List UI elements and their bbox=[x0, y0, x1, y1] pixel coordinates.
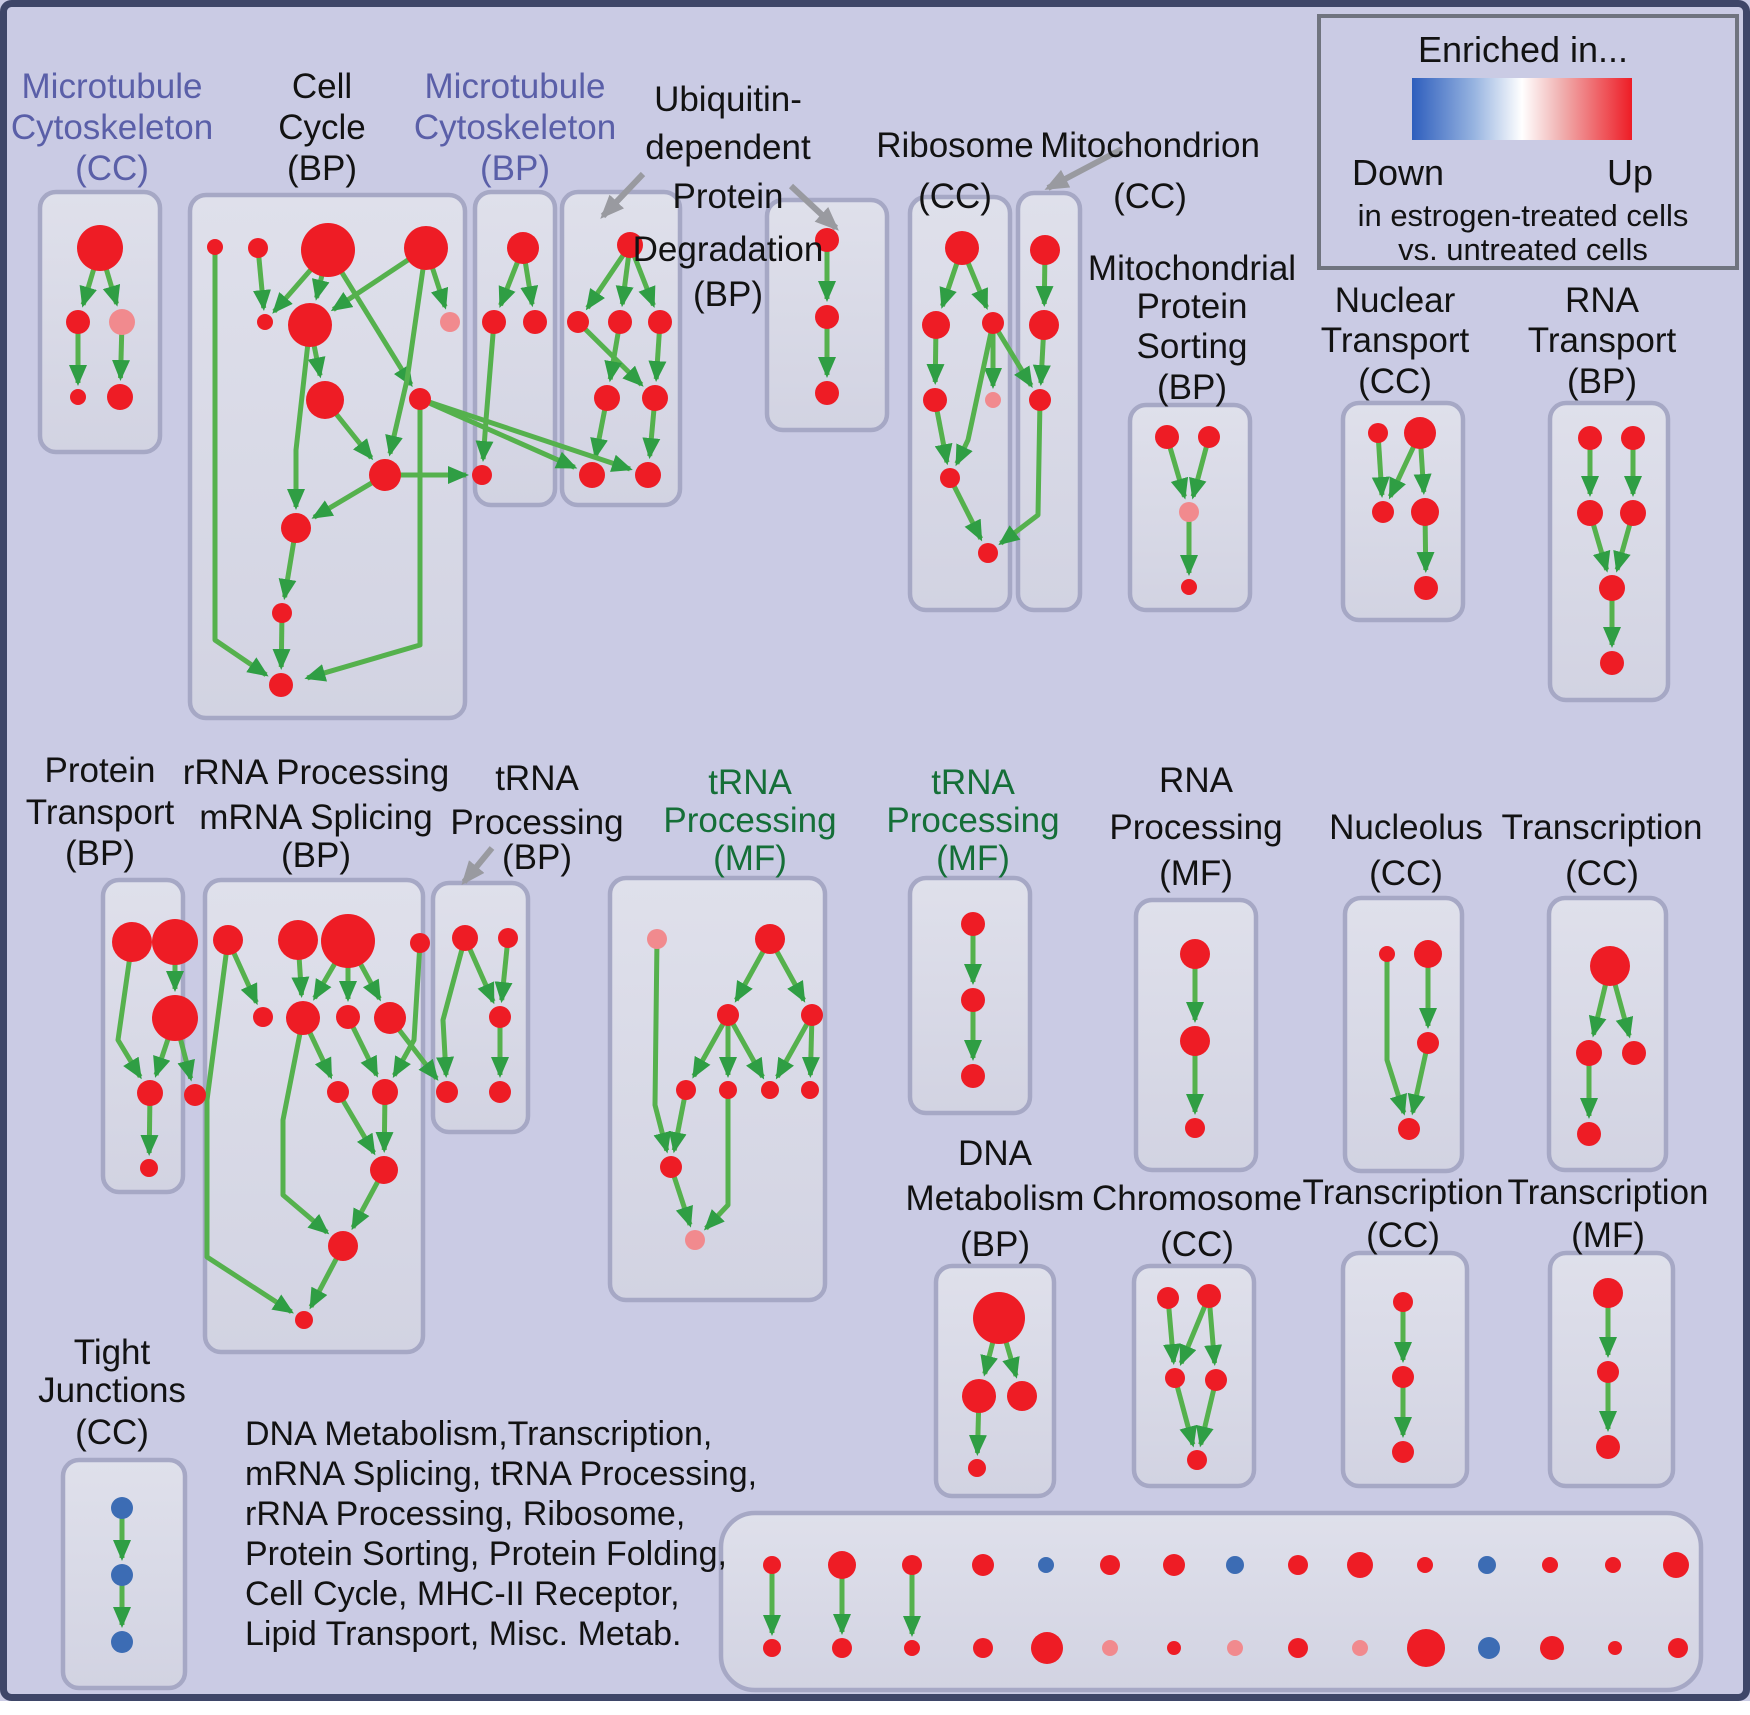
cluster-label: Nucleolus bbox=[1329, 808, 1483, 847]
cluster-label: (BP) bbox=[480, 149, 550, 188]
go-term-node-up bbox=[404, 226, 448, 270]
go-term-node-weak-up bbox=[440, 312, 460, 332]
cluster-label: DNA bbox=[958, 1134, 1032, 1173]
go-term-node-up bbox=[1100, 1555, 1120, 1575]
go-term-node-up bbox=[288, 303, 332, 347]
go-term-node-up bbox=[213, 925, 243, 955]
cluster-label: (CC) bbox=[918, 177, 992, 216]
go-term-node-up bbox=[1372, 501, 1394, 523]
go-term-node-up bbox=[1417, 1557, 1433, 1573]
cluster-label: (BP) bbox=[960, 1225, 1030, 1264]
cluster-label: Ribosome bbox=[876, 126, 1034, 165]
go-term-node-up bbox=[1392, 1441, 1414, 1463]
cluster-label: RNA bbox=[1565, 281, 1639, 320]
go-term-node-down bbox=[111, 1564, 133, 1586]
go-term-node-up bbox=[1540, 1636, 1564, 1660]
go-term-node-up bbox=[1368, 423, 1388, 443]
go-term-node-up bbox=[717, 1004, 739, 1026]
cluster-label: (MF) bbox=[1159, 854, 1233, 893]
go-term-node-up bbox=[140, 1159, 158, 1177]
go-term-node-up bbox=[372, 1079, 398, 1105]
cluster-label: rRNA Processing bbox=[182, 753, 450, 792]
cluster-label: Transcription bbox=[1507, 1173, 1709, 1212]
go-term-node-up bbox=[184, 1084, 206, 1106]
go-term-node-up bbox=[489, 1006, 511, 1028]
go-term-node-up bbox=[1577, 1122, 1601, 1146]
go-term-node-up bbox=[1155, 425, 1179, 449]
go-term-node-up bbox=[902, 1555, 922, 1575]
cluster-label: Cytoskeleton bbox=[413, 108, 617, 147]
go-term-node-up bbox=[489, 1081, 511, 1103]
go-term-node-up bbox=[801, 1004, 823, 1026]
go-term-node-up bbox=[281, 513, 311, 543]
legend-title: Enriched in... bbox=[1417, 29, 1629, 70]
cluster-label: Tight bbox=[73, 1333, 151, 1372]
go-term-node-up bbox=[1029, 389, 1051, 411]
go-term-node-up bbox=[1596, 1435, 1620, 1459]
go-term-node-up bbox=[1029, 310, 1059, 340]
cluster-label: (CC) bbox=[1358, 362, 1432, 401]
go-term-node-up bbox=[642, 385, 668, 411]
cluster-label: Protein bbox=[1136, 287, 1248, 326]
go-term-node-up bbox=[923, 388, 947, 412]
go-term-node-up bbox=[327, 1081, 349, 1103]
cluster-label: (BP) bbox=[281, 836, 351, 875]
go-term-node-up bbox=[1392, 1366, 1414, 1388]
go-term-node-weak-up bbox=[647, 929, 667, 949]
go-term-node-up bbox=[972, 1554, 994, 1576]
misc-category-text: Lipid Transport, Misc. Metab. bbox=[245, 1615, 682, 1653]
go-term-node-up bbox=[676, 1080, 696, 1100]
go-term-node-up bbox=[1197, 1284, 1221, 1308]
go-term-node-weak-up bbox=[1179, 502, 1199, 522]
cluster-label: (BP) bbox=[1567, 362, 1637, 401]
cluster-label: Transcription bbox=[1501, 808, 1703, 847]
go-term-node-down bbox=[111, 1497, 133, 1519]
cluster-label: (CC) bbox=[1565, 854, 1639, 893]
go-term-node-up bbox=[1608, 1641, 1622, 1655]
cluster-label: Nuclear bbox=[1334, 281, 1456, 320]
cluster-label: tRNA bbox=[495, 759, 579, 798]
go-term-node-up bbox=[1180, 939, 1210, 969]
cluster-label: Processing bbox=[886, 801, 1060, 840]
go-term-node-up bbox=[452, 925, 478, 951]
go-term-node-weak-up bbox=[1352, 1640, 1368, 1656]
cluster-label: (BP) bbox=[287, 149, 357, 188]
cluster-label: (CC) bbox=[75, 1413, 149, 1452]
cluster-label: (MF) bbox=[713, 839, 787, 878]
go-term-node-up bbox=[1379, 946, 1395, 962]
misc-category-text: DNA Metabolism,Transcription, bbox=[245, 1415, 713, 1453]
go-term-node-up bbox=[1620, 500, 1646, 526]
go-term-node-weak-up bbox=[985, 392, 1001, 408]
cluster-box-transcription-cc-upper bbox=[1549, 898, 1666, 1170]
legend-up-label: Up bbox=[1606, 152, 1654, 193]
go-term-node-up bbox=[152, 995, 198, 1041]
cluster-label: (BP) bbox=[1157, 368, 1227, 407]
cluster-label: Microtubule bbox=[424, 67, 606, 106]
go-term-node-up bbox=[1542, 1557, 1558, 1573]
cluster-label: Transport bbox=[1527, 321, 1677, 360]
cluster-label: (BP) bbox=[65, 834, 135, 873]
go-term-node-up bbox=[755, 924, 785, 954]
cluster-label: (CC) bbox=[1366, 1216, 1440, 1255]
go-term-node-up bbox=[761, 1081, 779, 1099]
go-term-node-up bbox=[567, 311, 589, 333]
go-term-node-up bbox=[107, 384, 133, 410]
go-term-node-up bbox=[961, 988, 985, 1012]
go-term-node-up bbox=[66, 310, 90, 334]
go-term-node-down bbox=[1478, 1556, 1496, 1574]
go-term-node-up bbox=[1414, 576, 1438, 600]
go-term-node-up bbox=[1622, 1041, 1646, 1065]
go-term-node-up bbox=[1181, 579, 1197, 595]
go-term-node-up bbox=[945, 231, 979, 265]
go-term-node-up bbox=[272, 603, 292, 623]
go-term-node-up bbox=[436, 1081, 458, 1103]
cluster-label: Cell bbox=[291, 67, 353, 106]
go-term-node-up bbox=[1404, 417, 1436, 449]
go-term-node-up bbox=[763, 1639, 781, 1657]
go-term-node-up bbox=[472, 465, 492, 485]
cluster-label: RNA bbox=[1159, 761, 1233, 800]
go-term-node-up bbox=[1288, 1555, 1308, 1575]
go-term-node-up bbox=[370, 1156, 398, 1184]
cluster-label: Chromosome bbox=[1091, 1179, 1303, 1218]
go-term-node-up bbox=[1165, 1368, 1185, 1388]
go-term-node-up bbox=[608, 310, 632, 334]
go-term-node-up bbox=[137, 1080, 163, 1106]
go-term-node-up bbox=[498, 928, 518, 948]
go-term-node-up bbox=[1593, 1278, 1623, 1308]
cluster-label: Ubiquitin- bbox=[654, 80, 802, 119]
go-term-node-up bbox=[1187, 1450, 1207, 1470]
cluster-label: tRNA bbox=[931, 763, 1015, 802]
go-term-node-weak-up bbox=[1102, 1640, 1118, 1656]
go-term-node-up bbox=[77, 225, 123, 271]
go-term-node-up bbox=[1577, 500, 1603, 526]
cluster-box-misc-metabolism-group bbox=[721, 1513, 1701, 1690]
go-term-node-weak-up bbox=[109, 309, 135, 335]
go-term-node-up bbox=[286, 1001, 320, 1035]
go-term-node-up bbox=[1163, 1554, 1185, 1576]
go-term-node-up bbox=[306, 381, 344, 419]
go-term-node-up bbox=[253, 1007, 273, 1027]
go-term-node-up bbox=[207, 239, 223, 255]
go-term-node-weak-up bbox=[685, 1230, 705, 1250]
cluster-label: Mitochondrion bbox=[1040, 126, 1260, 165]
go-term-node-down bbox=[111, 1631, 133, 1653]
cluster-label: Metabolism bbox=[905, 1179, 1085, 1218]
go-term-node-up bbox=[579, 462, 605, 488]
cluster-label: Transport bbox=[1320, 321, 1470, 360]
go-term-node-up bbox=[635, 462, 661, 488]
cluster-label: tRNA bbox=[708, 763, 792, 802]
go-term-node-up bbox=[248, 238, 268, 258]
go-term-node-up bbox=[1185, 1118, 1205, 1138]
go-term-node-up bbox=[1347, 1552, 1373, 1578]
legend-subtitle-1: in estrogen-treated cells bbox=[1357, 198, 1689, 233]
go-term-node-up bbox=[832, 1638, 852, 1658]
go-term-node-up bbox=[1578, 426, 1602, 450]
go-term-node-up bbox=[1031, 1632, 1063, 1664]
go-term-node-up bbox=[410, 933, 430, 953]
cluster-label: (BP) bbox=[502, 838, 572, 877]
go-term-node-up bbox=[1411, 498, 1439, 526]
cluster-label: Sorting bbox=[1136, 327, 1248, 366]
cluster-label: Cycle bbox=[278, 108, 366, 147]
go-term-node-down bbox=[1478, 1637, 1500, 1659]
cluster-label: (MF) bbox=[1571, 1216, 1645, 1255]
go-term-node-up bbox=[295, 1311, 313, 1329]
go-term-node-up bbox=[336, 1005, 360, 1029]
cluster-label: Protein bbox=[672, 177, 784, 216]
cluster-label: dependent bbox=[645, 128, 811, 167]
go-term-node-up bbox=[1597, 1361, 1619, 1383]
cluster-label: (CC) bbox=[1113, 177, 1187, 216]
go-term-node-up bbox=[815, 305, 839, 329]
go-term-node-up bbox=[1180, 1026, 1210, 1056]
go-term-node-up bbox=[973, 1292, 1025, 1344]
go-term-node-up bbox=[278, 920, 318, 960]
go-term-node-up bbox=[828, 1551, 856, 1579]
go-term-node-up bbox=[1157, 1287, 1179, 1309]
go-term-node-up bbox=[1030, 235, 1060, 265]
go-term-node-up bbox=[1407, 1629, 1445, 1667]
go-term-node-up bbox=[112, 922, 152, 962]
cluster-label: Microtubule bbox=[21, 67, 203, 106]
go-term-node-up bbox=[1605, 1557, 1621, 1573]
go-term-node-up bbox=[1198, 426, 1220, 448]
go-term-node-up bbox=[961, 1064, 985, 1088]
cluster-label: Transport bbox=[25, 793, 175, 832]
go-term-node-up bbox=[152, 919, 198, 965]
cluster-box-nuclear-transport-cc bbox=[1343, 403, 1463, 620]
go-term-node-up bbox=[982, 312, 1004, 334]
go-term-node-up bbox=[1393, 1292, 1413, 1312]
go-term-node-up bbox=[961, 912, 985, 936]
go-term-node-up bbox=[70, 389, 86, 405]
go-term-node-up bbox=[978, 543, 998, 563]
go-term-node-up bbox=[648, 310, 672, 334]
go-term-node-up bbox=[1590, 946, 1630, 986]
legend-colorbar bbox=[1412, 78, 1632, 140]
go-term-node-up bbox=[940, 468, 960, 488]
cluster-label: Transcription bbox=[1302, 1173, 1504, 1212]
go-term-node-up bbox=[1417, 1032, 1439, 1054]
cluster-label: (CC) bbox=[1160, 1225, 1234, 1264]
go-term-node-up bbox=[269, 673, 293, 697]
go-term-node-up bbox=[1621, 426, 1645, 450]
go-term-node-down bbox=[1038, 1557, 1054, 1573]
go-term-node-up bbox=[301, 223, 355, 277]
cluster-label: Junctions bbox=[38, 1371, 186, 1410]
go-term-node-up bbox=[922, 311, 950, 339]
misc-category-text: rRNA Processing, Ribosome, bbox=[245, 1495, 686, 1533]
cluster-label: Processing bbox=[450, 803, 624, 842]
go-term-node-up bbox=[374, 1002, 406, 1034]
go-term-node-up bbox=[904, 1640, 920, 1656]
cluster-label: (MF) bbox=[936, 839, 1010, 878]
cluster-label: Cytoskeleton bbox=[10, 108, 214, 147]
go-term-node-up bbox=[257, 314, 273, 330]
cluster-label: (BP) bbox=[693, 275, 763, 314]
go-term-node-up bbox=[1668, 1638, 1688, 1658]
go-term-node-up bbox=[328, 1231, 358, 1261]
go-term-node-up bbox=[801, 1081, 819, 1099]
go-term-node-weak-up bbox=[1227, 1640, 1243, 1656]
go-term-node-up bbox=[409, 388, 431, 410]
go-term-node-up bbox=[369, 459, 401, 491]
go-term-node-up bbox=[1288, 1638, 1308, 1658]
cluster-label: Mitochondrial bbox=[1087, 249, 1297, 288]
go-term-node-up bbox=[763, 1556, 781, 1574]
cluster-label: Processing bbox=[663, 801, 837, 840]
go-term-node-up bbox=[973, 1638, 993, 1658]
go-term-node-up bbox=[523, 310, 547, 334]
go-term-node-up bbox=[1007, 1381, 1037, 1411]
go-term-node-up bbox=[968, 1459, 986, 1477]
go-term-node-up bbox=[321, 914, 375, 968]
go-term-node-up bbox=[1167, 1641, 1181, 1655]
cluster-label: Protein bbox=[44, 751, 156, 790]
go-term-node-up bbox=[1205, 1369, 1227, 1391]
cluster-label: (CC) bbox=[75, 149, 149, 188]
go-term-node-up bbox=[507, 232, 539, 264]
go-term-node-up bbox=[482, 310, 506, 334]
cluster-label: (CC) bbox=[1369, 854, 1443, 893]
go-term-node-up bbox=[1576, 1040, 1602, 1066]
cluster-box-trna-processing-mf-large bbox=[610, 878, 825, 1300]
cluster-label: Processing bbox=[1109, 808, 1283, 847]
go-term-node-up bbox=[1398, 1118, 1420, 1140]
legend-subtitle-2: vs. untreated cells bbox=[1398, 232, 1648, 267]
go-term-node-up bbox=[1414, 940, 1442, 968]
go-term-node-up bbox=[815, 381, 839, 405]
misc-category-text: mRNA Splicing, tRNA Processing, bbox=[245, 1455, 758, 1493]
go-term-node-up bbox=[660, 1156, 682, 1178]
cluster-label: Degradation bbox=[632, 230, 824, 269]
go-term-node-up bbox=[962, 1379, 996, 1413]
legend-down-label: Down bbox=[1351, 152, 1445, 193]
go-term-node-up bbox=[594, 385, 620, 411]
misc-category-text: Cell Cycle, MHC-II Receptor, bbox=[245, 1575, 680, 1613]
misc-category-text: Protein Sorting, Protein Folding, bbox=[245, 1535, 727, 1573]
go-term-node-down bbox=[1226, 1556, 1244, 1574]
go-term-node-up bbox=[1600, 651, 1624, 675]
go-term-node-up bbox=[1663, 1552, 1689, 1578]
cluster-label: mRNA Splicing bbox=[199, 798, 433, 837]
go-term-node-up bbox=[1599, 575, 1625, 601]
legend bbox=[1319, 16, 1737, 268]
go-term-node-up bbox=[719, 1081, 737, 1099]
